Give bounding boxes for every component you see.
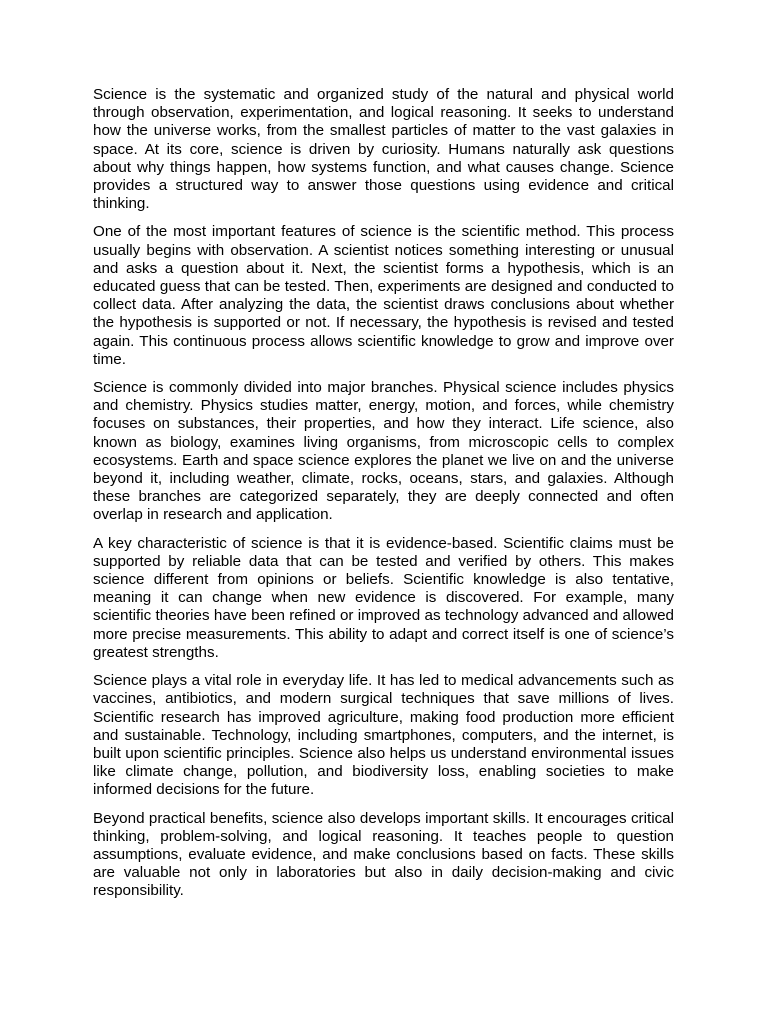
document-body [93, 86, 674, 911]
paragraph-evidence-based: A key characteristic of science is that it is evidence-based. Scientific claims must be supported by reliable data that can be tested and verified by others. This makes science different from opinions or beliefs. Scientific knowledge is also tentative, meaning it can change when new evidence is discovered. For example, many scientific theories have been refined or improved as technology advanced and allowed more precise measurements. This ability to adapt and correct itself is one of science’s greatest strengths. [93, 534, 674, 661]
paragraph-skills: Beyond practical benefits, science also develops important skills. It encourages critical thinking, problem-solving, and logical reasoning. It teaches people to question assumptions, evaluate evidence, and make conclusions based on facts. These skills are valuable not only in laboratories but also in daily decision-making and civic responsibility. [93, 809, 674, 900]
paragraph-scientific-method: One of the most important features of science is the scientific method. This process usually begins with observation. A scientist notices something interesting or unusual and asks a question about it. Next, the scientist forms a hypothesis, which is an educated guess that can be tested. Then, experiments are designed and conducted to collect data. After analyzing the data, the scientist draws conclusions about whether the hypothesis is supported or not. If necessary, the hypothesis is revised and tested again. This continuous process allows scientific knowledge to grow and improve over time. [93, 223, 674, 368]
paragraph-branches: Science is commonly divided into major branches. Physical science includes physics and chemistry. Physics studies matter, energy, motion, and forces, while chemistry focuses on substances, their properties, and how they interact. Life science, also known as biology, examines living organisms, from microscopic cells to complex ecosystems. Earth and space science explores the planet we live on and the universe beyond it, including weather, climate, rocks, oceans, stars, and galaxies. Although these branches are categorized separately, they are deeply connected and often overlap in research and application. [93, 379, 674, 524]
paragraph-everyday-life: Science plays a vital role in everyday life. It has led to medical advancements such as vaccines, antibiotics, and modern surgical techniques that save millions of lives. Scientific research has improved agriculture, making food production more efficient and sustainable. Technology, including smartphones, computers, and the internet, is built upon scientific principles. Science also helps us understand environmental issues like climate change, pollution, and biodiversity loss, enabling societies to make informed decisions for the future. [93, 672, 674, 799]
paragraph-intro: Science is the systematic and organized study of the natural and physical world through observation, experimentation, and logical reasoning. It seeks to understand how the universe works, from the smallest particles of matter to the vast galaxies in space. At its core, science is driven by curiosity. Humans naturally ask questions about why things happen, how systems function, and what causes change. Science provides a structured way to answer those questions using evidence and critical thinking. [93, 86, 674, 213]
